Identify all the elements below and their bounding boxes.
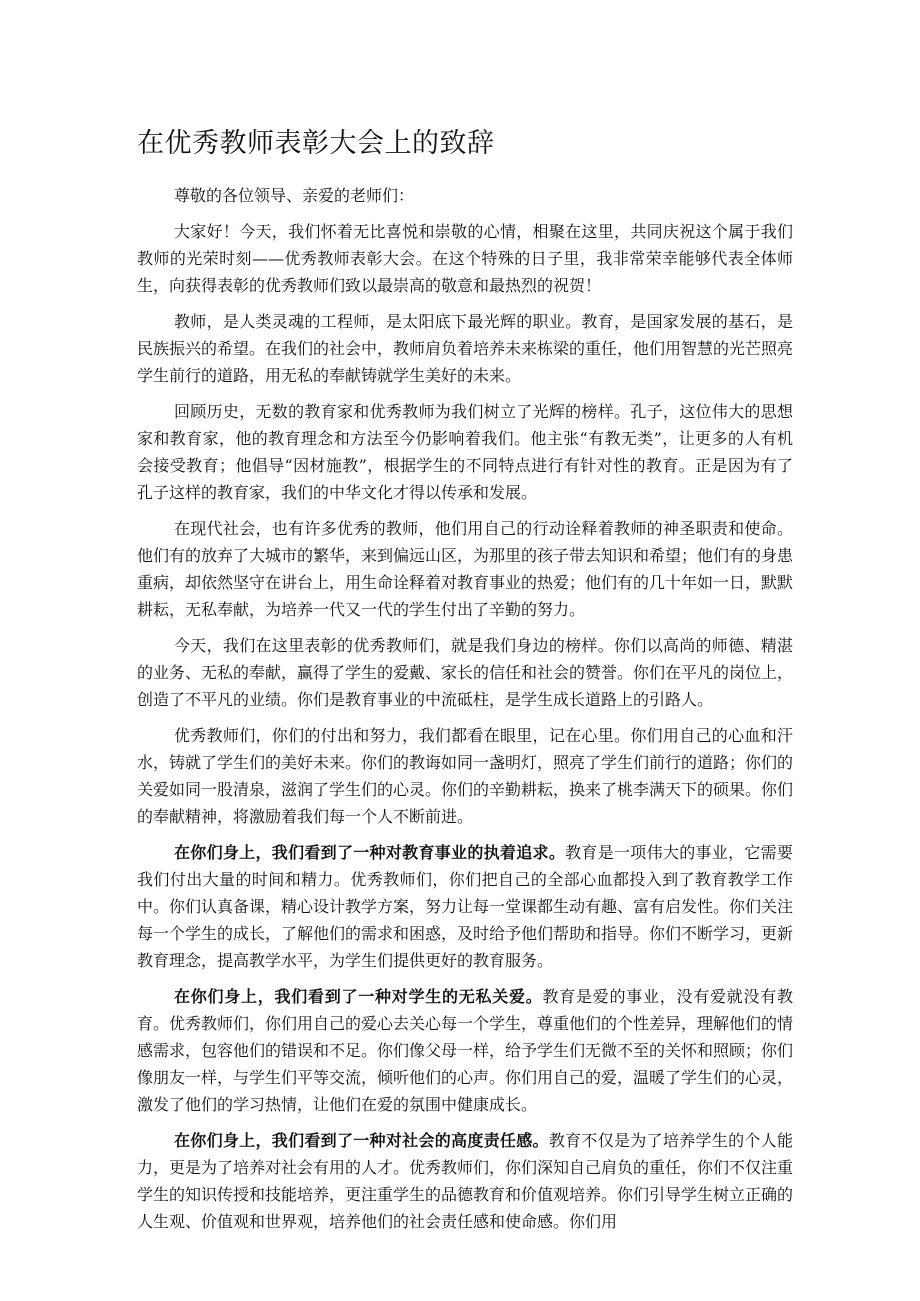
salutation: 尊敬的各位领导、亲爱的老师们： <box>174 186 415 205</box>
paragraph-teacher-profession <box>137 308 793 389</box>
paragraph-text: 今天，我们在这里表彰的优秀教师们，就是我们身边的榜样。你们以高尚的师德、精湛的业务、无私的奉献，赢得了学生的爱戴、家长的信任和社会的赞誉。你们在平凡的岗位上，创造了不平凡的业绩。你们是教育事业的中流砥柱，是学生成长道路上的引路人。 <box>137 636 794 709</box>
paragraph-text: 教育不仅是为了培养学生的个人能力，更是为了培养对社会有用的人才。优秀教师们，你们深知自己肩负的重任，你们不仅注重学生的知识传授和技能培养，更注重学生的品德教育和价值观培养。你们引导学生树立正确的人生观、价值观和世界观，培养他们的社会责任感和使命感。你们用 <box>137 1131 794 1231</box>
paragraph-lead-sentence: 在你们身上，我们看到了一种对社会的高度责任感。 <box>174 1131 549 1150</box>
paragraph-text: 大家好！今天，我们怀着无比喜悦和崇敬的心情，相聚在这里，共同庆祝这个属于我们教师的光荣时刻——优秀教师表彰大会。在这个特殊的日子里，我非常荣幸能够代表全体师生，向获得表彰的优秀教师们致以最崇高的敬意和最热烈的祝贺！ <box>137 222 793 295</box>
paragraph-care <box>137 983 793 1118</box>
document-title: 在优秀教师表彰大会上的致辞 <box>137 128 495 159</box>
paragraph-appreciation <box>137 722 793 830</box>
paragraph-history <box>137 398 793 506</box>
paragraph-dedication <box>137 839 793 974</box>
paragraph-role-models <box>137 632 793 713</box>
document-page <box>137 126 793 1244</box>
paragraph-greeting <box>137 218 793 299</box>
paragraph-text: 在现代社会，也有许多优秀的教师，他们用自己的行动诠释着教师的神圣职责和使命。他们有的放弃了大城市的繁华，来到偏远山区，为那里的孩子带去知识和希望；他们有的身患重病，却依然坚守在讲台上，用生命诠释着对教育事业的热爱；他们有的几十年如一日，默默耕耘，无私奉献，为培养一代又一代的学生付出了辛勤的努力。 <box>137 519 794 619</box>
paragraph-text: 教育是一项伟大的事业，它需要我们付出大量的时间和精力。优秀教师们，你们把自己的全部心血都投入到了教育教学工作中。你们认真备课，精心设计教学方案，努力让每一堂课都生动有趣、富有启发性。你们关注每一个学生的成长，了解他们的需求和困惑，及时给予他们帮助和指导。你们不断学习，更新教育理念，提高教学水平，为学生们提供更好的教育服务。 <box>137 843 794 970</box>
paragraph-text: 教育是爱的事业，没有爱就没有教育。优秀教师们，你们用自己的爱心去关心每一个学生，尊重他们的个性差异，理解他们的情感需求，包容他们的错误和不足。你们像父母一样，给予学生们无微不至的关怀和照顾；你们像朋友一样，与学生们平等交流，倾听他们的心声。你们用自己的爱，温暖了学生们的心灵，激发了他们的学习热情，让他们在爱的氛围中健康成长。 <box>137 987 794 1114</box>
paragraph-text: 优秀教师们，你们的付出和努力，我们都看在眼里，记在心里。你们用自己的心血和汗水，铸就了学生们的美好未来。你们的教诲如同一盏明灯，照亮了学生们前行的道路；你们的关爱如同一股清泉，滋润了学生们的心灵。你们的辛勤耕耘，换来了桃李满天下的硕果。你们的奉献精神，将激励着我们每一个人不断前进。 <box>137 726 794 826</box>
paragraph-lead-sentence: 在你们身上，我们看到了一种对教育事业的执着追求。 <box>174 843 566 862</box>
paragraph-modern-teachers <box>137 515 793 623</box>
paragraph-responsibility <box>137 1127 793 1235</box>
paragraph-lead-sentence: 在你们身上，我们看到了一种对学生的无私关爱。 <box>174 987 543 1006</box>
paragraph-text: 回顾历史，无数的教育家和优秀教师为我们树立了光辉的榜样。孔子，这位伟大的思想家和教育家，他的教育理念和方法至今仍影响着我们。他主张“有教无类”，让更多的人有机会接受教育；他倡导“因材施教”，根据学生的不同特点进行有针对性的教育。正是因为有了孔子这样的教育家，我们的中华文化才得以传承和发展。 <box>137 402 793 502</box>
paragraph-text: 教师，是人类灵魂的工程师，是太阳底下最光辉的职业。教育，是国家发展的基石，是民族振兴的希望。在我们的社会中，教师肩负着培养未来栋梁的重任，他们用智慧的光芒照亮学生前行的道路，用无私的奉献铸就学生美好的未来。 <box>137 312 794 385</box>
